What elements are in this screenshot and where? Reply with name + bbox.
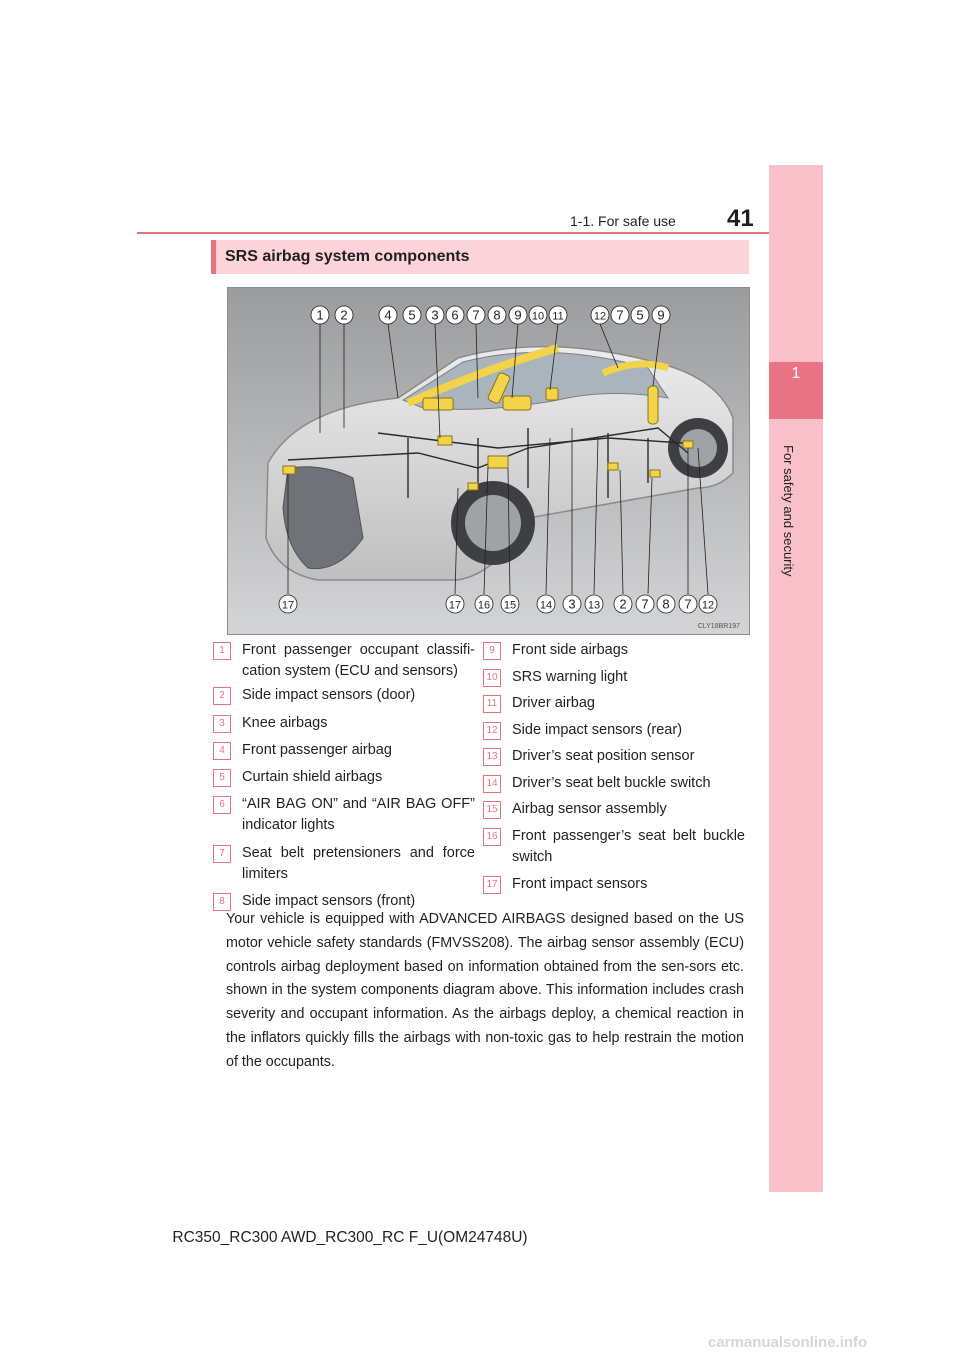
legend-text: Front side airbags — [512, 642, 629, 658]
legend-text: Front passenger’s seat belt buckle switch — [512, 828, 745, 865]
legend-item — [213, 740, 475, 762]
callout-label: 5 — [408, 307, 416, 323]
callout-label: 7 — [616, 307, 624, 323]
legend-text: Airbag sensor assembly — [512, 801, 667, 817]
callout-label: 15 — [503, 599, 517, 612]
callout-label: 2 — [619, 596, 627, 612]
legend-item — [483, 826, 745, 870]
callout-label: 14 — [539, 599, 553, 612]
callout-label: 12 — [701, 599, 715, 612]
legend-item — [483, 746, 745, 768]
legend-item — [213, 640, 475, 684]
callout-label: 16 — [477, 599, 491, 612]
callout-label: 17 — [281, 599, 295, 612]
legend-number-badge: 14 — [483, 775, 501, 793]
legend-number-badge: 10 — [483, 669, 501, 687]
legend-number-badge: 17 — [483, 876, 501, 894]
callout-label: 11 — [552, 310, 564, 323]
legend-item — [483, 874, 745, 896]
legend-number-badge: 13 — [483, 748, 501, 766]
legend-text: Driver airbag — [512, 695, 595, 711]
callout-label: 5 — [636, 307, 644, 323]
callout-label: 9 — [514, 307, 522, 323]
legend-item — [483, 693, 745, 715]
callout-label: 6 — [451, 307, 459, 323]
legend-text: Side impact sensors (rear) — [512, 722, 683, 738]
legend-number-badge: 7 — [213, 845, 231, 863]
section-banner-accent — [211, 240, 216, 274]
callout-label: 2 — [340, 307, 348, 323]
legend-text: “AIR BAG ON” and “AIR BAG OFF” indicator lights — [242, 796, 475, 833]
legend-number-badge: 11 — [483, 695, 501, 713]
chapter-side-tab — [769, 165, 823, 1192]
callout-label: 10 — [531, 310, 545, 323]
figure-code: CLY18BR197 — [697, 623, 740, 630]
legend-text: Side impact sensors (door) — [242, 687, 416, 703]
legend-text: Front passenger occupant classifi-cation system (ECU and sensors) — [242, 642, 475, 679]
callout-label: 3 — [568, 596, 576, 612]
legend-item — [213, 767, 475, 789]
callout-label: 17 — [448, 599, 462, 612]
legend-item — [213, 794, 475, 838]
callout-label: 8 — [662, 596, 670, 612]
legend-number-badge: 5 — [213, 769, 231, 787]
running-header-section: 1-1. For safe use — [570, 213, 676, 229]
footer-model-code: RC350_RC300 AWD_RC300_RC F_U(OM24748U) — [172, 1229, 528, 1246]
callout-label: 12 — [593, 310, 607, 323]
legend-number-badge: 15 — [483, 801, 501, 819]
callout-label: 7 — [472, 307, 480, 323]
chapter-title: For safety and security — [781, 445, 796, 577]
legend-number-badge: 1 — [213, 642, 231, 660]
legend-text: Front passenger airbag — [242, 742, 392, 758]
legend-item — [213, 685, 475, 707]
legend-text: Front impact sensors — [512, 876, 648, 892]
callout-label: 4 — [384, 307, 392, 323]
watermark: carmanualsonline.info — [708, 1334, 868, 1351]
page-number: 41 — [727, 205, 754, 232]
body-paragraph: Your vehicle is equipped with ADVANCED AIRBAGS designed based on the US motor vehicle safety standards (FMVSS208). The airbag sensor assembly (ECU) controls airbag deployment based on information obtained from the sen-sors etc. shown in the system components diagram above. This information includes crash severity and occupant information. As the airbags deploy, a chemical reaction in the inflators quickly fills the airbags with non-toxic gas to help restrain the motion of the occupants. — [226, 911, 744, 1070]
header-rule — [137, 232, 822, 234]
legend-number-badge: 9 — [483, 642, 501, 660]
legend-text: Driver’s seat position sensor — [512, 748, 695, 764]
callout-label: 13 — [587, 599, 601, 612]
legend-text: Seat belt pretensioners and force limiters — [242, 845, 475, 882]
legend-item — [213, 843, 475, 887]
car-illustration — [228, 288, 749, 634]
callout-label: 3 — [431, 307, 439, 323]
legend-number-badge: 3 — [213, 715, 231, 733]
chapter-number: 1 — [791, 365, 801, 382]
callout-label: 7 — [684, 596, 692, 612]
legend-item — [483, 773, 745, 795]
callout-label: 9 — [657, 307, 665, 323]
legend-item — [483, 799, 745, 821]
legend-item — [483, 640, 745, 662]
section-title: SRS airbag system components — [225, 248, 470, 265]
legend-text: Knee airbags — [242, 715, 328, 731]
callout-label: 1 — [316, 307, 324, 323]
legend-number-badge: 4 — [213, 742, 231, 760]
legend-number-badge: 16 — [483, 828, 501, 846]
legend-text: Curtain shield airbags — [242, 769, 383, 785]
callout-label: 7 — [641, 596, 649, 612]
section-banner — [211, 240, 749, 274]
callout-label: 8 — [493, 307, 501, 323]
airbag-components-figure — [227, 287, 750, 635]
legend-number-badge: 6 — [213, 796, 231, 814]
legend-text: SRS warning light — [512, 669, 628, 685]
legend-number-badge: 8 — [213, 893, 231, 911]
legend-item — [483, 720, 745, 742]
legend-text: Driver’s seat belt buckle switch — [512, 775, 711, 791]
legend-number-badge: 12 — [483, 722, 501, 740]
legend-number-badge: 2 — [213, 687, 231, 705]
legend-item — [213, 713, 475, 735]
legend-text: Side impact sensors (front) — [242, 893, 416, 909]
legend-item — [483, 667, 745, 689]
